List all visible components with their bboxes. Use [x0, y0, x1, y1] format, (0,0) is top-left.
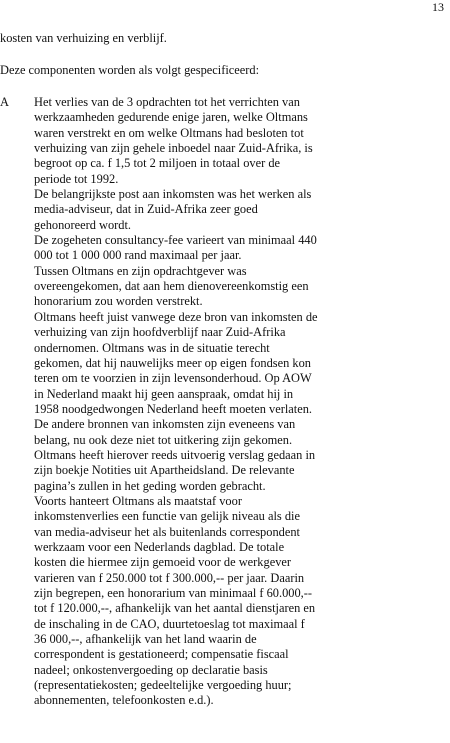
body-line: (representatiekosten; gedeeltelijke vergoeding huur; — [34, 678, 292, 693]
body-line: van media-adviseur het als buitenlands correspondent — [34, 524, 300, 539]
body-line: gekomen, dat hij nauwelijks meer op eigen fondsen kon — [34, 355, 311, 370]
body-line: correspondent is gestationeerd; compensatie fiscaal — [34, 647, 289, 662]
body-line: werkzaam voor een Nederlands dagblad. De totale — [34, 539, 285, 554]
body-line: de inschaling in de CAO, duurtetoeslag tot maximaal f — [34, 616, 305, 631]
body-line: media-adviseur, dat in Zuid-Afrika zeer goed — [34, 202, 258, 217]
intro-line: kosten van verhuizing en verblijf. — [0, 31, 167, 45]
body-line: verhuizing van zijn hoofdverblijf naar Zuid-Afrika — [34, 325, 286, 340]
body-line: zijn boekje Notities uit Apartheidsland. De relevante — [34, 463, 295, 478]
body-line: in Nederland maakt hij geen aanspraak, omdat hij in — [34, 386, 294, 401]
body-line: nadeel; onkostenvergoeding op declaratie basis — [34, 662, 268, 677]
page-number: 13 — [432, 0, 444, 14]
body-line: werkzaamheden gedurende enige jaren, welke Oltmans — [34, 110, 308, 125]
heading-line: Deze componenten worden als volgt gespecificeerd: — [0, 63, 260, 77]
body-line: inkomstenverlies een functie van gelijk niveau als die — [34, 509, 300, 524]
body-line: Tussen Oltmans en zijn opdrachtgever was — [34, 263, 247, 278]
body-line: De andere bronnen van inkomsten zijn eveneens van — [34, 417, 296, 432]
body-line: Voorts hanteert Oltmans als maatstaf voor — [34, 493, 242, 508]
body-line: periode tot 1992. — [34, 171, 119, 186]
body-line: teren om te voorzien in zijn levensonderhoud. Op AOW — [34, 371, 312, 386]
body-line: Oltmans heeft juist vanwege deze bron van inkomsten de — [34, 309, 318, 324]
body-line: ondernomen. Oltmans was in de situatie terecht — [34, 340, 270, 355]
body-line: De belangrijkste post aan inkomsten was het werken als — [34, 187, 312, 202]
body-line: Oltmans heeft hierover reeds uitvoerig verslag gedaan in — [34, 447, 316, 462]
section-marker: A — [0, 95, 9, 109]
body-line: 36 000,--, afhankelijk van het land waarin de — [34, 632, 257, 647]
body-line: pagina’s zullen in het geding worden gebracht. — [34, 478, 266, 493]
body-line: waren verstrekt en om welke Oltmans had besloten tot — [34, 125, 304, 140]
body-line: belang, nu ook deze niet tot uitkering zijn gekomen. — [34, 432, 293, 447]
body-line: overeengekomen, dat aan hem dienovereenkomstig een — [34, 279, 309, 294]
body-line: honorarium zou worden verstrekt. — [34, 294, 203, 309]
body-line: Het verlies van de 3 opdrachten tot het verrichten van — [34, 95, 300, 109]
body-line: kosten die hiermee zijn gemoeid voor de werkgever — [34, 555, 292, 570]
body-line: 1958 noodgedwongen Nederland heeft moeten verlaten. — [34, 401, 313, 416]
body-line: verhuizing van zijn gehele inboedel naar Zuid-Afrika, is — [34, 141, 313, 156]
body-line: tot f 120.000,--, afhankelijk van het aantal dienstjaren en — [34, 601, 316, 616]
body-line: De zogeheten consultancy-fee varieert van minimaal 440 — [34, 233, 317, 248]
body-line: 000 tot 1 000 000 rand maximaal per jaar. — [34, 248, 242, 263]
body-line: gehonoreerd wordt. — [34, 217, 132, 232]
body-line: zijn begrepen, een honorarium van minimaal f 60.000,-- — [34, 586, 313, 600]
section-a-body — [34, 95, 446, 709]
body-line: varieren van f 250.000 tot f 300.000,-- per jaar. Daarin — [34, 570, 305, 585]
body-line: abonnementen, telefoonkosten e.d.). — [34, 693, 214, 708]
body-line: begroot op ca. f 1,5 tot 2 miljoen in totaal over de — [34, 156, 281, 171]
